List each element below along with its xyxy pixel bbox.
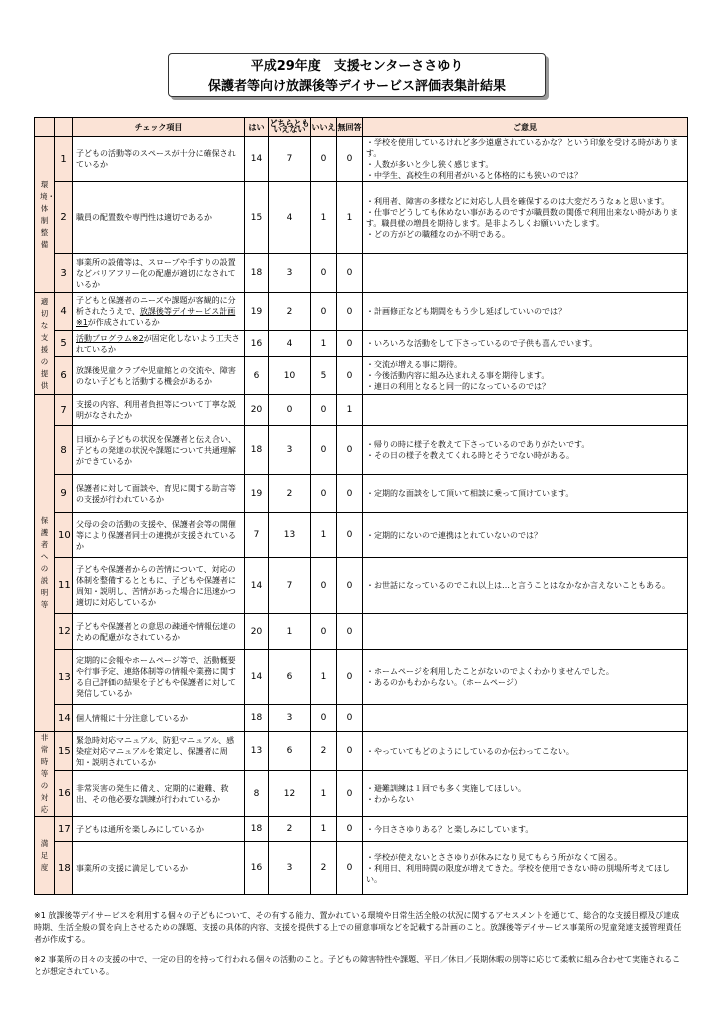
item-number: 18 [55, 842, 73, 895]
header-number [55, 118, 73, 137]
count-no: 0 [311, 137, 337, 182]
table-row [35, 705, 688, 732]
count-yes: 18 [245, 426, 269, 475]
category-cell [35, 817, 55, 895]
category-cell [35, 137, 55, 293]
count-neither: 2 [269, 817, 311, 842]
item-number: 10 [55, 513, 73, 558]
count-unknown: 0 [337, 137, 363, 182]
header-no: いいえ [311, 118, 337, 137]
check-item: 子どもや保護者との意思の疎通や情報伝達のための配慮がなされているか [73, 614, 245, 650]
opinion-cell [363, 331, 688, 357]
count-neither: 6 [269, 732, 311, 771]
opinion-line: ・利用者、障害の多様などに対応し人員を確保するのは大変だろうなぁと思います。 [366, 196, 670, 206]
count-unknown: 0 [337, 842, 363, 895]
count-no: 2 [311, 732, 337, 771]
footnote-2: ※2 事業所の日々の支援の中で、一定の目的を持って行われる個々の活動のこと。子どもの障害特性や課題、平日／休日／長期休暇の別等に応じて柔軟に組み合わせて実施されることが想定されている。 [34, 955, 681, 976]
header-opinion: ご意見 [363, 118, 688, 137]
opinion-line: ・避難訓練は１回でも多く実施してほしい。 [366, 783, 526, 793]
count-unknown: 0 [337, 817, 363, 842]
check-item-underlined-term: 活動プログラム※2 [76, 333, 144, 343]
check-item: 個人情報に十分注意しているか [73, 705, 245, 732]
count-no: 0 [311, 558, 337, 614]
opinion-cell [363, 650, 688, 705]
check-item: 定期的に会報やホームページ等で、活動概要や行事予定、連絡体制等の情報や業務に関する自己評価の結果を子どもや保護者に対して発信しているか [73, 650, 245, 705]
count-neither: 0 [269, 395, 311, 426]
count-unknown: 0 [337, 254, 363, 293]
count-yes: 13 [245, 732, 269, 771]
item-number: 13 [55, 650, 73, 705]
count-unknown: 0 [337, 513, 363, 558]
footnotes [34, 910, 687, 986]
table-row [35, 254, 688, 293]
count-unknown: 0 [337, 475, 363, 513]
opinion-line: ・あるのかもわからない。（ホームページ） [366, 678, 522, 687]
count-no: 1 [311, 771, 337, 817]
table-row [35, 771, 688, 817]
table-row [35, 137, 688, 182]
count-neither: 7 [269, 558, 311, 614]
table-row [35, 182, 688, 254]
opinion-cell [363, 558, 688, 614]
category-cell [35, 293, 55, 395]
opinion-cell [363, 293, 688, 331]
check-item: 支援の内容、利用者負担等について丁寧な説明がなされたか [73, 395, 245, 426]
count-yes: 19 [245, 293, 269, 331]
item-number: 14 [55, 705, 73, 732]
table-row [35, 558, 688, 614]
item-number: 8 [55, 426, 73, 475]
count-unknown: 0 [337, 705, 363, 732]
opinion-line: ・定期的にないので連携はとれていないのでは？ [366, 530, 542, 540]
count-yes: 7 [245, 513, 269, 558]
count-neither: 6 [269, 650, 311, 705]
category-label: 保護者への説明等 [40, 516, 49, 609]
count-unknown: 0 [337, 558, 363, 614]
opinion-cell [363, 426, 688, 475]
category-cell [35, 732, 55, 817]
check-item: 放課後児童クラブや児童館との交流や、障害のない子どもと活動する機会があるか [73, 357, 245, 395]
count-yes: 18 [245, 705, 269, 732]
count-neither: 3 [269, 426, 311, 475]
table-row [35, 614, 688, 650]
check-item: 父母の会の活動の支援や、保護者会等の開催等により保護者同士の連携が支援されているか [73, 513, 245, 558]
item-number: 5 [55, 331, 73, 357]
opinion-line: ・その日の様子を教えてくれる時とそうでない時がある。 [366, 451, 574, 460]
item-number: 11 [55, 558, 73, 614]
category-label: 適切な支援の提供 [40, 296, 49, 390]
count-yes: 14 [245, 137, 269, 182]
opinion-line: ・学校を使用しているけれど多少遠慮されているかな？という印象を受ける時があります。 [366, 138, 678, 158]
check-item: 子どもや保護者からの苦情について、対応の体制を整備するとともに、子どもや保護者に周知・説明し、苦情があった場合に迅速かつ適切に対応しているか [73, 558, 245, 614]
opinion-cell [363, 817, 688, 842]
item-number: 1 [55, 137, 73, 182]
item-number: 17 [55, 817, 73, 842]
item-number: 7 [55, 395, 73, 426]
opinion-line: ・お世話になっているのでこれ以上は…と言うことはなかなか言えないこともある。 [366, 581, 670, 590]
item-number: 2 [55, 182, 73, 254]
count-yes: 8 [245, 771, 269, 817]
table-row [35, 650, 688, 705]
count-no: 0 [311, 426, 337, 475]
count-yes: 19 [245, 475, 269, 513]
check-item-underlined-term: 放課後等デイサービス計画※1 [76, 307, 236, 327]
count-unknown: 0 [337, 293, 363, 331]
opinion-line: ・ホームページを利用したことがないのでよくわかりませんでした。 [366, 667, 614, 676]
opinion-line: ・中学生、高校生の利用者がいると体格的にも狭いのでは？ [366, 171, 582, 180]
opinion-cell [363, 771, 688, 817]
count-unknown: 0 [337, 331, 363, 357]
opinion-cell [363, 137, 688, 182]
table-row [35, 732, 688, 771]
count-yes: 20 [245, 614, 269, 650]
count-neither: 3 [269, 254, 311, 293]
opinion-cell [363, 842, 688, 895]
count-neither: 1 [269, 614, 311, 650]
count-no: 1 [311, 331, 337, 357]
opinion-line: ・学校が使えないとささゆりが休みになり見てもらう所がなくて困る。 [366, 852, 622, 862]
opinion-line: ・やっていてもどのようにしているのか伝わってこない。 [366, 746, 574, 756]
opinion-cell [363, 513, 688, 558]
check-item: 事業所の設備等は、スロープや手すりの設置などバリアフリー化の配慮が適切になされているか [73, 254, 245, 293]
count-neither: 4 [269, 331, 311, 357]
title-line-2: 保護者等向け放課後等デイサービス評価表集計結果 [207, 79, 507, 94]
count-unknown: 0 [337, 771, 363, 817]
item-number: 3 [55, 254, 73, 293]
opinion-line: ・どの方がどの職種なのか不明である。 [366, 229, 510, 239]
item-number: 6 [55, 357, 73, 395]
check-item-text: が作成されているか [87, 318, 160, 327]
count-unknown: 0 [337, 614, 363, 650]
count-unknown: 1 [337, 395, 363, 426]
count-yes: 15 [245, 182, 269, 254]
header-item: チェック項目 [73, 118, 245, 137]
count-yes: 16 [245, 331, 269, 357]
count-neither: 2 [269, 293, 311, 331]
table-row [35, 426, 688, 475]
count-no: 0 [311, 614, 337, 650]
table-row [35, 475, 688, 513]
count-yes: 14 [245, 558, 269, 614]
opinion-line: ・今日ささゆりある？と楽しみにしています。 [366, 824, 534, 834]
count-unknown: 0 [337, 426, 363, 475]
opinion-cell [363, 705, 688, 732]
document-title [168, 53, 546, 97]
count-neither: 2 [269, 475, 311, 513]
check-item: 職員の配置数や専門性は適切であるか [73, 182, 245, 254]
evaluation-table [34, 117, 688, 895]
count-no: 2 [311, 842, 337, 895]
count-no: 0 [311, 395, 337, 426]
count-neither: 3 [269, 705, 311, 732]
check-item: 子どもは通所を楽しみにしているか [73, 817, 245, 842]
count-neither: 12 [269, 771, 311, 817]
opinion-cell [363, 475, 688, 513]
check-item: 緊急時対応マニュアル、防犯マニュアル、感染症対応マニュアルを策定し、保護者に周知・説明されているか [73, 732, 245, 771]
opinion-line: ・計画修正なども期間をもう少し延ばしていいのでは？ [366, 307, 566, 316]
count-unknown: 1 [337, 182, 363, 254]
table-row [35, 842, 688, 895]
opinion-line: ・人数が多いと少し狭く感じます。 [366, 160, 494, 169]
count-no: 0 [311, 705, 337, 732]
count-neither: 13 [269, 513, 311, 558]
header-yes: はい [245, 118, 269, 137]
opinion-line: ・連日の利用となると同一的になっているのでは？ [366, 382, 550, 391]
opinion-cell [363, 357, 688, 395]
check-item: 事業所の支援に満足しているか [73, 842, 245, 895]
check-item: 日頃から子どもの状況を保護者と伝え合い、子どもの発達の状況や課題について共通理解ができているか [73, 426, 245, 475]
count-unknown: 0 [337, 732, 363, 771]
opinion-cell [363, 395, 688, 426]
title-line-1: 平成29年度 支援センターささゆり [250, 59, 464, 74]
opinion-line: ・交流が増える事に期待。 [366, 360, 462, 369]
count-no: 1 [311, 513, 337, 558]
header-unknown: 無回答 [337, 118, 363, 137]
count-unknown: 0 [337, 357, 363, 395]
opinion-line: ・今後活動内容に組み込まれえる事を期待します。 [366, 371, 550, 380]
count-no: 1 [311, 817, 337, 842]
check-item-text: が固定化しないよう工夫されているか [76, 333, 240, 354]
count-yes: 6 [245, 357, 269, 395]
opinion-cell [363, 254, 688, 293]
table-row [35, 357, 688, 395]
count-yes: 14 [245, 650, 269, 705]
category-label: 非常時等の対応 [40, 733, 49, 814]
opinion-line: ・定期的な面談をして頂いて相談に乗って頂けています。 [366, 489, 574, 498]
opinion-line: ・わからない [366, 794, 414, 804]
count-neither: 10 [269, 357, 311, 395]
count-neither: 7 [269, 137, 311, 182]
header-category [35, 118, 55, 137]
category-cell [35, 395, 55, 732]
opinion-line: ・いろいろな活動をして下さっているので子供も喜んでいます。 [366, 339, 598, 348]
header-row [35, 118, 688, 137]
opinion-cell [363, 732, 688, 771]
item-number: 9 [55, 475, 73, 513]
check-item [73, 331, 245, 357]
count-unknown: 0 [337, 650, 363, 705]
count-no: 0 [311, 293, 337, 331]
count-yes: 18 [245, 817, 269, 842]
count-no: 5 [311, 357, 337, 395]
opinion-cell [363, 614, 688, 650]
opinion-line: ・仕事でどうしても休めない事があるのですが職員数の関係で利用出来ない時があります。職員様の増員を期待します。是非よろしくお願いいたします。 [366, 207, 678, 228]
count-no: 1 [311, 182, 337, 254]
item-number: 16 [55, 771, 73, 817]
table-row [35, 817, 688, 842]
item-number: 15 [55, 732, 73, 771]
table-row [35, 513, 688, 558]
count-neither: 3 [269, 842, 311, 895]
check-item: 保護者に対して面談や、育児に関する助言等の支援が行われているか [73, 475, 245, 513]
check-item: 子どもの活動等のスペースが十分に確保されているか [73, 137, 245, 182]
category-label: 環境・体制整備 [40, 179, 55, 249]
category-label: 満足度 [40, 838, 49, 872]
item-number: 12 [55, 614, 73, 650]
count-yes: 18 [245, 254, 269, 293]
table-row [35, 395, 688, 426]
opinion-line: ・帰りの時に様子を教えて下さっているのでありがたいです。 [366, 440, 590, 449]
count-no: 1 [311, 650, 337, 705]
count-yes: 20 [245, 395, 269, 426]
check-item-text: 子どもと保護者のニーズや課題が客観的に分析されたうえで、 [76, 296, 236, 316]
table-row [35, 293, 688, 331]
count-neither: 4 [269, 182, 311, 254]
check-item [73, 293, 245, 331]
opinion-cell [363, 182, 688, 254]
count-no: 0 [311, 254, 337, 293]
opinion-line: ・利用日、利用時間の限度が増えてきた。学校を使用できない時の別場所考えてほしい。 [366, 863, 670, 884]
table-row [35, 331, 688, 357]
count-yes: 16 [245, 842, 269, 895]
footnote-1: ※1 放課後等デイサービスを利用する個々の子どもについて、その有する能力、置かれている環境や日常生活全般の状況に関するアセスメントを通じて、総合的な支援目標及び達成時期、生活全般の質を向上させるための課題、支援の具体的内容、支援を提供する上での留意事項などを記載する計画のこと。放課後等デイサービス事業所の児童発達支援管理責任者が作成する。 [34, 911, 682, 944]
header-neither: どちらとも いえない [269, 118, 311, 137]
count-no: 0 [311, 475, 337, 513]
check-item: 非常災害の発生に備え、定期的に避難、救出、その他必要な訓練が行われているか [73, 771, 245, 817]
item-number: 4 [55, 293, 73, 331]
